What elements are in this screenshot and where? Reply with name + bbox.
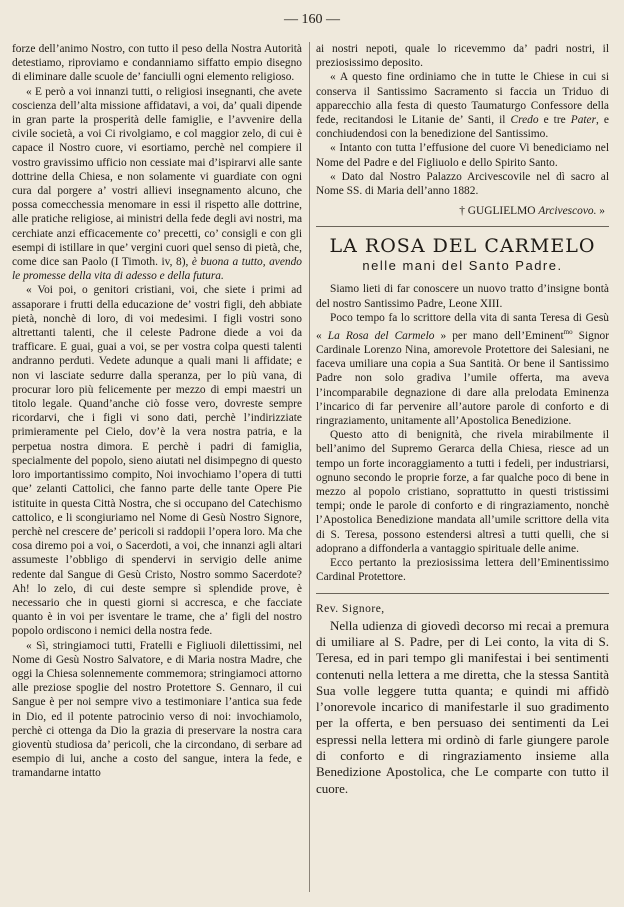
paragraph: forze dell’animo Nostro, con tutto il peso della Nostra Autorità detestiamo, riproviamo e condanniamo siffatto empio disegno di eliminare dalle scuole de’ fanciulli ogni elemento religioso.	[12, 43, 302, 84]
paragraph: « Dato dal Nostro Palazzo Arcivescovile nel dì sacro al Nome SS. di Maria dell’anno 1882.	[316, 170, 609, 198]
letter-salutation: Rev. Signore,	[316, 602, 385, 615]
page-number: — 160 —	[284, 12, 340, 27]
paragraph: « A questo fine ordiniamo che in tutte le Chiese in cui si conserva il Santissimo Sacramento si faccia un Triduo di apparecchio alla festa di questo Taumaturgo Confessore della fede, recitandosi le Litanie de’ Santi, il Credo e tre Pater, e conchiudendosi con la benedizione del Santissimo.	[316, 71, 609, 141]
column-divider	[309, 42, 310, 892]
article-title: LA ROSA DEL CARMELO	[329, 235, 596, 258]
paragraph: ai nostri nepoti, quale lo ricevemmo da’ padri nostri, il preziosissimo deposito.	[316, 43, 609, 70]
signature: † GUGLIELMO Arcivescovo. »	[459, 205, 605, 218]
paragraph: Poco tempo fa lo scrittore della vita di santa Teresa di Gesù « La Rosa del Carmelo » per mano dell’Eminent$^{mo}$ Signor Cardinale Lorenzo Nina, amorevole Protettore dei Salesiani, ne faceva umiliare una copia a Sua Santità. Or bene il Santissimo Padre non solo gradiva l’umile offerta, ma aveva l’incomparabile degnazione di dare alla prelodata Eminenza l’incarico di far pervenire all’autore parole di conforto e di ringraziamento, unitamente all’Apostolica Benedizione.	[316, 311, 610, 428]
article-subtitle: nelle mani del Santo Padre.	[362, 258, 563, 274]
paragraph: « Voi poi, o genitori cristiani, voi, che siete i primi ad assaporare i frutti della educazione de’ vostri figli, deh abbiate pietà, nonchè di loro, di voi medesimi. I figli vostri sono altrettanti talenti, che il celeste Padrone diede a voi da trafficare. E guai, guai a voi, se per vostra colpa questi talenti andranno perduti. Vedete adunque a quali mani li affidate; e non vi lasciate sedurre dalla speranza, per lo più vana, di procurar loro più felicemente per mezzo di empi maestri un titolo legale. Quand’anche ciò fosse vero, dovreste sempre ricordarvi, che i figli vi sono dati, perchè l’indirizziate primieramente pel Cielo, dov’è la vera nostra patria, e la perpetua nostra dimora. E perchè i padri di famiglia, specialmente del popolo, sieno aiutati nel disimpegno di questo loro importantissimo compito, Noi invochiamo l’opera di tutti que’ zelanti Cattolici, che fanno parte delle tante Opere Pie istituite in questa Città Nostra, che si occupano del Catechismo cattolico, e li scongiuriamo nel Nome di Gesù Nostro Signore, perchè nel crescere de’ pericoli si raddopii l’opera loro. Ma che cosa diremo poi a voi, o Sacerdoti, a voi, che innanzi agli altari assumeste l’obbligo di spendervi in servigio delle anime redente dal Sangue di Gesù Cristo, Nostro sommo Sacerdote? Ah! lo zelo, di cui deste sempre sì splendide prove, è necessario che in questi giorni si accresca, e che facciate quanto è in voi per isventare le trame, che a’ figli del nostro popolo ordiscono i nemici della nostra fede.	[12, 284, 302, 638]
section-divider	[316, 593, 609, 594]
paragraph: Ecco pertanto la preziosissima lettera dell’Eminentissimo Cardinal Protettore.	[316, 557, 609, 584]
paragraph: « Sì, stringiamoci tutti, Fratelli e Figliuoli dilettissimi, nel Nome di Gesù Nostro Salvatore, e di Maria nostra Madre, che oggi la Chiesa solennemente commemora; stringiamoci attorno alle preziose spoglie del nostro Protettore S. Gennaro, il cui Sangue è per noi sempre vivo a testimoniare l’antica sua fede in Dio, ed il potente patrocinio verso di noi: invochiamolo, perchè ci ottenga da Dio la grazia di preservare la nostra cara gioventù studiosa da’ pericoli, che la circondano, di serbare ad esempio di lui, anche a costo del sangue, intera la fede, e tramandarne intatto	[12, 639, 302, 780]
letter-body: Nella udienza di giovedì decorso mi recai a premura di umiliare al S. Padre, per di Lei conto, la vita di S. Teresa, ed in pari tempo gli manifestai i bei sentimenti contenuti nella lettera a me diretta, che la stessa Santità Sua volle leggere tutta quanta; e quindi mi affidò l’onorevole incarico di manifestarle il suo gradimento per la offerta, e ben persuaso dei sentimenti da Lei espressi nella lettera mi ordinò di farle giungere parole di conforto e di ringraziamento insieme alla Benedizione Apostolica, che Le comparte con tutto il cuore.	[316, 617, 609, 796]
section-divider	[316, 226, 609, 227]
paragraph: Siamo lieti di far conoscere un nuovo tratto d’insigne bontà del nostro Santissimo Padre, Leone XIII.	[316, 283, 609, 310]
paragraph: « E però a voi innanzi tutti, o religiosi insegnanti, che avete coscienza dell’alta missione affidatavi, a voi, da’ quali dipende in gran parte la prosperità delle famiglie, e l’avvenire della civile società, a voi Ci rivolgiamo, e col maggior zelo, di cui è capace il Nostro cuore, vi esortiamo, perchè nel compiere il vostro gravissimo ufficio non cessiate mai d’ispirarvi alle sante dottrine della Chiesa, e non solamente vi guardiate con ogni cura dal porgere a’ vostri allievi insegnamento alcuno, che possa comecchessia menomare in essi il rispetto alle dottrine, alle pratiche religiose, ai ministri della fede degli avi nostri, ma cerchiate anzi efficacemente co’ precetti, co’ consigli e con gli esempi di istillare in que’ vergini cuori quel senso di pietà, che, come dice san Paolo (I Timoth. iv, 8), è buona a tutto, avendo le promesse della vita di adesso e della futura.	[12, 85, 302, 283]
paragraph: Questo atto di benignità, che rivela mirabilmente il bell’animo del Supremo Gerarca della Chiesa, riesce ad un tempo un forte incoraggiamento a tutti i fedeli, per industriarsi, ognuno secondo le proprie forze, a far qualche poco di bene in mezzo al popolo cristiano, soprattutto in questi tristissimi tempi; onde le parole di conforto e di ringraziamento, nonchè l’Apostolica Benedizione mandata all’umile scrittore della vita di S. Teresa, possono estendersi altresì a tutti quelli, che si adoprano a diffonderla a vantaggio spirituale delle anime.	[316, 429, 609, 555]
paragraph: « Intanto con tutta l’effusione del cuore Vi benediciamo nel Nome del Padre e del Figliuolo e dello Spirito Santo.	[316, 142, 609, 169]
left-column	[12, 42, 302, 781]
right-column	[316, 42, 609, 797]
